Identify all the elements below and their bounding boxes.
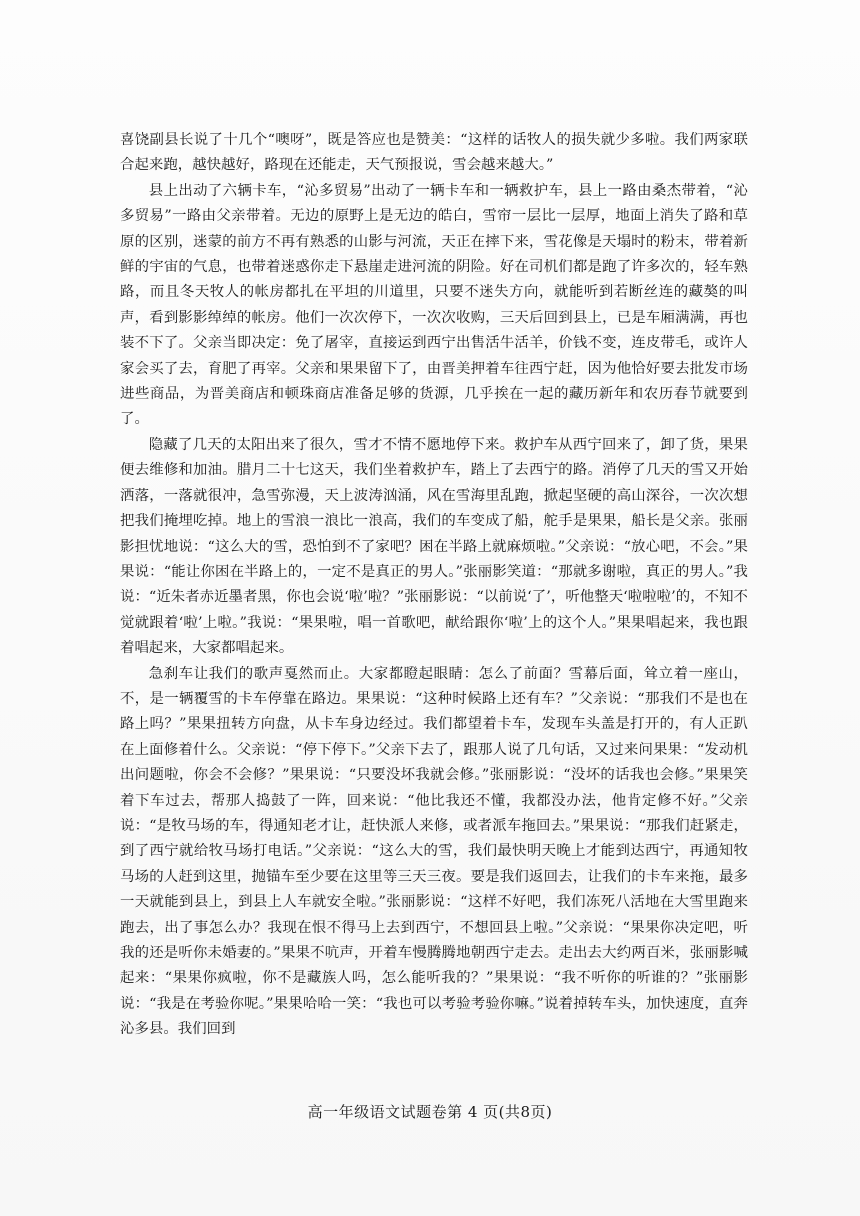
paragraph-3: 隐藏了几天的太阳出来了很久，雪才不情不愿地停下来。救护车从西宁回来了，卸了货，果果便去维修和加油。腊月二十七这天，我们坐着救护车，踏上了去西宁的路。消停了几天的雪又开始洒落，一落就很冲，急雪弥漫，天上波涛汹涌，风在雪海里乱跑，掀起坚硬的高山深谷，一次次想把我们掩埋吃掉。地上的雪浪一浪比一浪高，我们的车变成了船，舵手是果果，船长是父亲。张丽影担忧地说：“这么大的雪，恐怕到不了家吧？困在半路上就麻烦啦。”父亲说：“放心吧，不会。”果果说：“能让你困在半路上的，一定不是真正的男人。”张丽影笑道：“那就多谢啦，真正的男人。”我说：“近朱者赤近墨者黑，你也会说‘啦’啦？”张丽影说：“以前说‘了’，听他整天‘啦啦啦’的，不知不觉就跟着‘啦’上啦。”我说：“果果啦，唱一首歌吧，献给跟你‘啦’上的这个人。”果果唱起来，我也跟着唱起来，大家都唱起来。 — [120, 436, 748, 657]
page-footer: 高一年级语文试题卷第 4 页(共8页) — [307, 1103, 553, 1121]
reading-passage — [120, 128, 748, 1043]
paragraph-1: 喜饶副县长说了十几个“噢呀”，既是答应也是赞美：“这样的话牧人的损失就少多啦。我们两家联合起来跑，越快越好，路现在还能走，天气预报说，雪会越来越大。” — [120, 132, 748, 174]
paragraph-2: 县上出动了六辆卡车，“沁多贸易”出动了一辆卡车和一辆救护车，县上一路由桑杰带着，“沁多贸易”一路由父亲带着。无边的原野上是无边的皓白，雪帘一层比一层厚，地面上消失了路和草原的区别，迷蒙的前方不再有熟悉的山影与河流，天正在摔下来，雪花像是天塌时的粉末，带着新鲜的宇宙的气息，也带着迷惑你走下悬崖走进河流的阴险。好在司机们都是跑了许多次的，轻车熟路，而且冬天牧人的帐房都扎在平坦的川道里，只要不迷失方向，就能听到若断丝连的藏獒的叫声，看到影影绰绰的帐房。他们一次次停下，一次次收购，三天后回到县上，已是车厢满满，再也装不下了。父亲当即决定：免了屠宰，直接运到西宁出售活牛活羊，价钱不变，连皮带毛，或许人家会买了去，育肥了再宰。父亲和果果留下了，由晋美押着车往西宁赶，因为他恰好要去批发市场进些商品，为晋美商店和顿珠商店准备足够的货源，几乎挨在一起的藏历新年和农历春节就要到了。 — [120, 182, 748, 428]
paragraph-4: 急刹车让我们的歌声戛然而止。大家都瞪起眼睛：怎么了前面？雪幕后面，耸立着一座山，不，是一辆覆雪的卡车停靠在路边。果果说：“这种时候路上还有车？”父亲说：“那我们不是也在路上吗？”果果扭转方向盘，从卡车身边经过。我们都望着卡车，发现车头盖是打开的，有人正趴在上面修着什么。父亲说：“停下停下。”父亲下去了，跟那人说了几句话，又过来问果果：“发动机出问题啦，你会不会修？”果果说：“只要没坏我就会修。”张丽影说：“没坏的话我也会修。”果果笑着下车过去，帮那人捣鼓了一阵，回来说：“他比我还不懂，我都没办法，他肯定修不好。”父亲说：“是牧马场的车，得通知老才让，赶快派人来修，或者派车拖回去。”果果说：“那我们赶紧走，到了西宁就给牧马场打电话。”父亲说：“这么大的雪，我们最快明天晚上才能到达西宁，再通知牧马场的人赶到这里，抛锚车至少要在这里等三天三夜。要是我们返回去，让我们的卡车来拖，最多一天就能到县上，到县上人车就安全啦。”张丽影说：“这样不好吧，我们冻死八活地在大雪里跑来跑去，出了事怎么办？我现在恨不得马上去到西宁，不想回县上啦。”父亲说：“果果你决定吧，听我的还是听你未婚妻的。”果果不吭声，开着车慢腾腾地朝西宁走去。走出去大约两百米，张丽影喊起来：“果果你疯啦，你不是藏族人吗，怎么能听我的？”果果说：“我不听你的听谁的？”张丽影说：“我是在考验你呢。”果果哈哈一笑：“我也可以考验考验你嘛。”说着掉转车头，加快速度，直奔沁多县。我们回到 — [120, 665, 748, 1038]
